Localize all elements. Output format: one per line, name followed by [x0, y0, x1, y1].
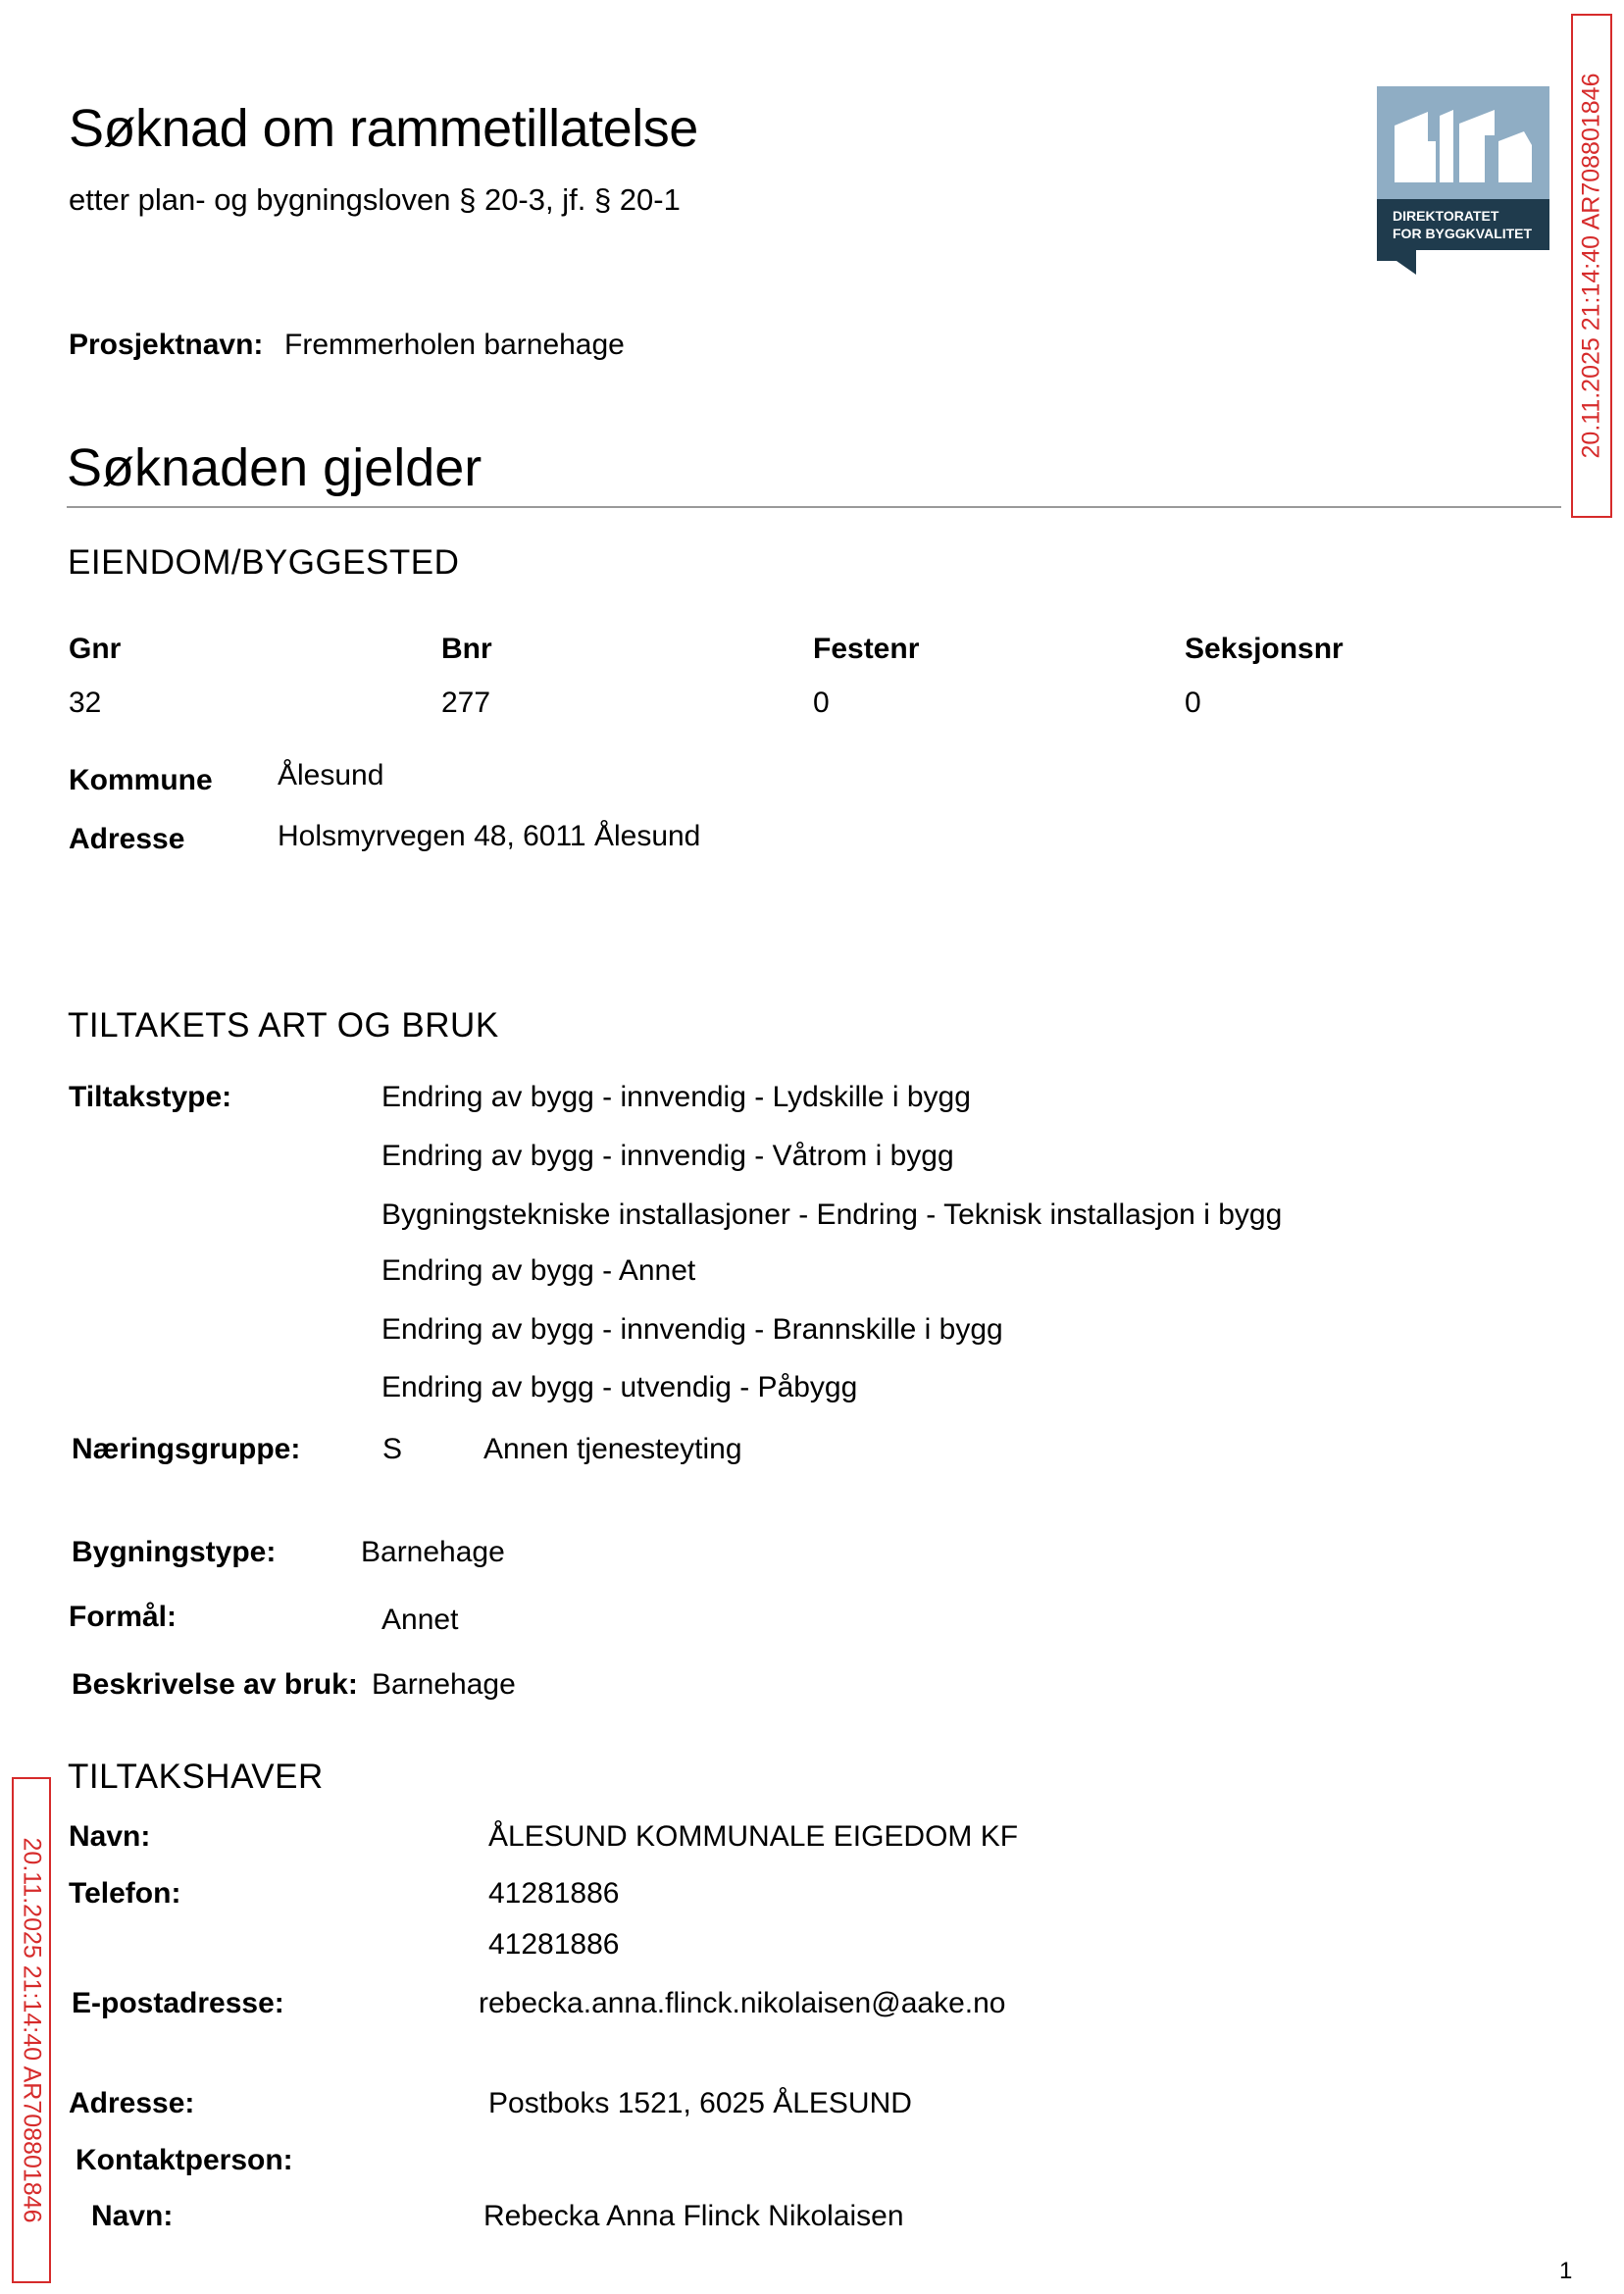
- beskrivelse-bruk-value: Barnehage: [372, 1668, 516, 1701]
- tiltak-heading: TILTAKETS ART OG BRUK: [68, 1006, 499, 1045]
- tiltakstype-label: Tiltakstype:: [69, 1081, 232, 1113]
- tiltakstype-item: Endring av bygg - innvendig - Lydskille i bygg: [381, 1081, 971, 1113]
- project-name-value: Fremmerholen barnehage: [284, 329, 625, 361]
- kontaktperson-label: Kontaktperson:: [76, 2144, 293, 2176]
- festenr-label: Festenr: [813, 633, 920, 665]
- kontaktperson-navn-value: Rebecka Anna Flinck Nikolaisen: [483, 2200, 904, 2232]
- logo-text-line1: DIREKTORATET: [1393, 208, 1499, 224]
- section-divider: [67, 506, 1561, 508]
- logo-text-line2: FOR BYGGKVALITET: [1393, 226, 1533, 241]
- section-heading: Søknaden gjelder: [67, 438, 482, 497]
- gnr-value: 32: [69, 687, 102, 719]
- timestamp-stamp-top: [1571, 14, 1612, 518]
- epost-value: rebecka.anna.flinck.nikolaisen@aake.no: [479, 1987, 1006, 2019]
- seksjonsnr-value: 0: [1185, 687, 1201, 719]
- kommune-value: Ålesund: [278, 759, 384, 791]
- timestamp-stamp-left: [12, 1777, 51, 2283]
- beskrivelse-bruk-label: Beskrivelse av bruk:: [72, 1668, 358, 1701]
- bygningstype-label: Bygningstype:: [72, 1536, 277, 1568]
- seksjonsnr-label: Seksjonsnr: [1185, 633, 1344, 665]
- epost-label: E-postadresse:: [72, 1987, 284, 2019]
- tiltakstype-item: Endring av bygg - Annet: [381, 1254, 696, 1287]
- bnr-label: Bnr: [441, 633, 492, 665]
- bygningstype-value: Barnehage: [361, 1536, 505, 1568]
- property-heading: EIENDOM/BYGGESTED: [68, 543, 460, 582]
- telefon-value: 41281886: [488, 1877, 620, 1910]
- document-title: Søknad om rammetillatelse: [69, 99, 698, 158]
- timestamp-stamp-left-text: 20.11.2025 21:14:40 AR708801846: [18, 1837, 46, 2223]
- formal-value: Annet: [381, 1604, 459, 1636]
- kommune-label: Kommune: [69, 764, 213, 796]
- page-number: 1: [1559, 2258, 1573, 2284]
- tiltakshaver-navn-label: Navn:: [69, 1820, 151, 1853]
- dibk-logo: [1377, 86, 1549, 275]
- dibk-logo-graphic: [1377, 86, 1549, 275]
- timestamp-stamp-top-text: 20.11.2025 21:14:40 AR708801846: [1577, 73, 1605, 459]
- telefon-value: 41281886: [488, 1928, 620, 1961]
- tiltakstype-item: Endring av bygg - innvendig - Våtrom i bygg: [381, 1140, 954, 1172]
- formal-label: Formål:: [69, 1601, 178, 1633]
- project-name-label: Prosjektnavn:: [69, 329, 264, 361]
- document-subtitle: etter plan- og bygningsloven § 20-3, jf. § 20-1: [69, 182, 681, 217]
- festenr-value: 0: [813, 687, 830, 719]
- naeringsgruppe-value: Annen tjenesteyting: [483, 1433, 742, 1465]
- tiltakshaver-heading: TILTAKSHAVER: [68, 1758, 324, 1796]
- tiltakstype-item: Bygningstekniske installasjoner - Endring - Teknisk installasjon i bygg: [381, 1198, 1283, 1231]
- naeringsgruppe-code: S: [382, 1433, 403, 1465]
- tiltakshaver-navn-value: ÅLESUND KOMMUNALE EIGEDOM KF: [488, 1820, 1019, 1853]
- adresse-label: Adresse: [69, 823, 185, 855]
- naeringsgruppe-label: Næringsgruppe:: [72, 1433, 301, 1465]
- tiltakstype-item: Endring av bygg - innvendig - Brannskille i bygg: [381, 1313, 1003, 1346]
- bnr-value: 277: [441, 687, 491, 719]
- kontaktperson-navn-label: Navn:: [91, 2200, 174, 2232]
- gnr-label: Gnr: [69, 633, 122, 665]
- tiltakshaver-adresse-label: Adresse:: [69, 2087, 195, 2119]
- telefon-label: Telefon:: [69, 1877, 181, 1910]
- tiltakshaver-adresse-value: Postboks 1521, 6025 ÅLESUND: [488, 2087, 912, 2119]
- tiltakstype-item: Endring av bygg - utvendig - Påbygg: [381, 1371, 858, 1403]
- adresse-value: Holsmyrvegen 48, 6011 Ålesund: [278, 820, 701, 852]
